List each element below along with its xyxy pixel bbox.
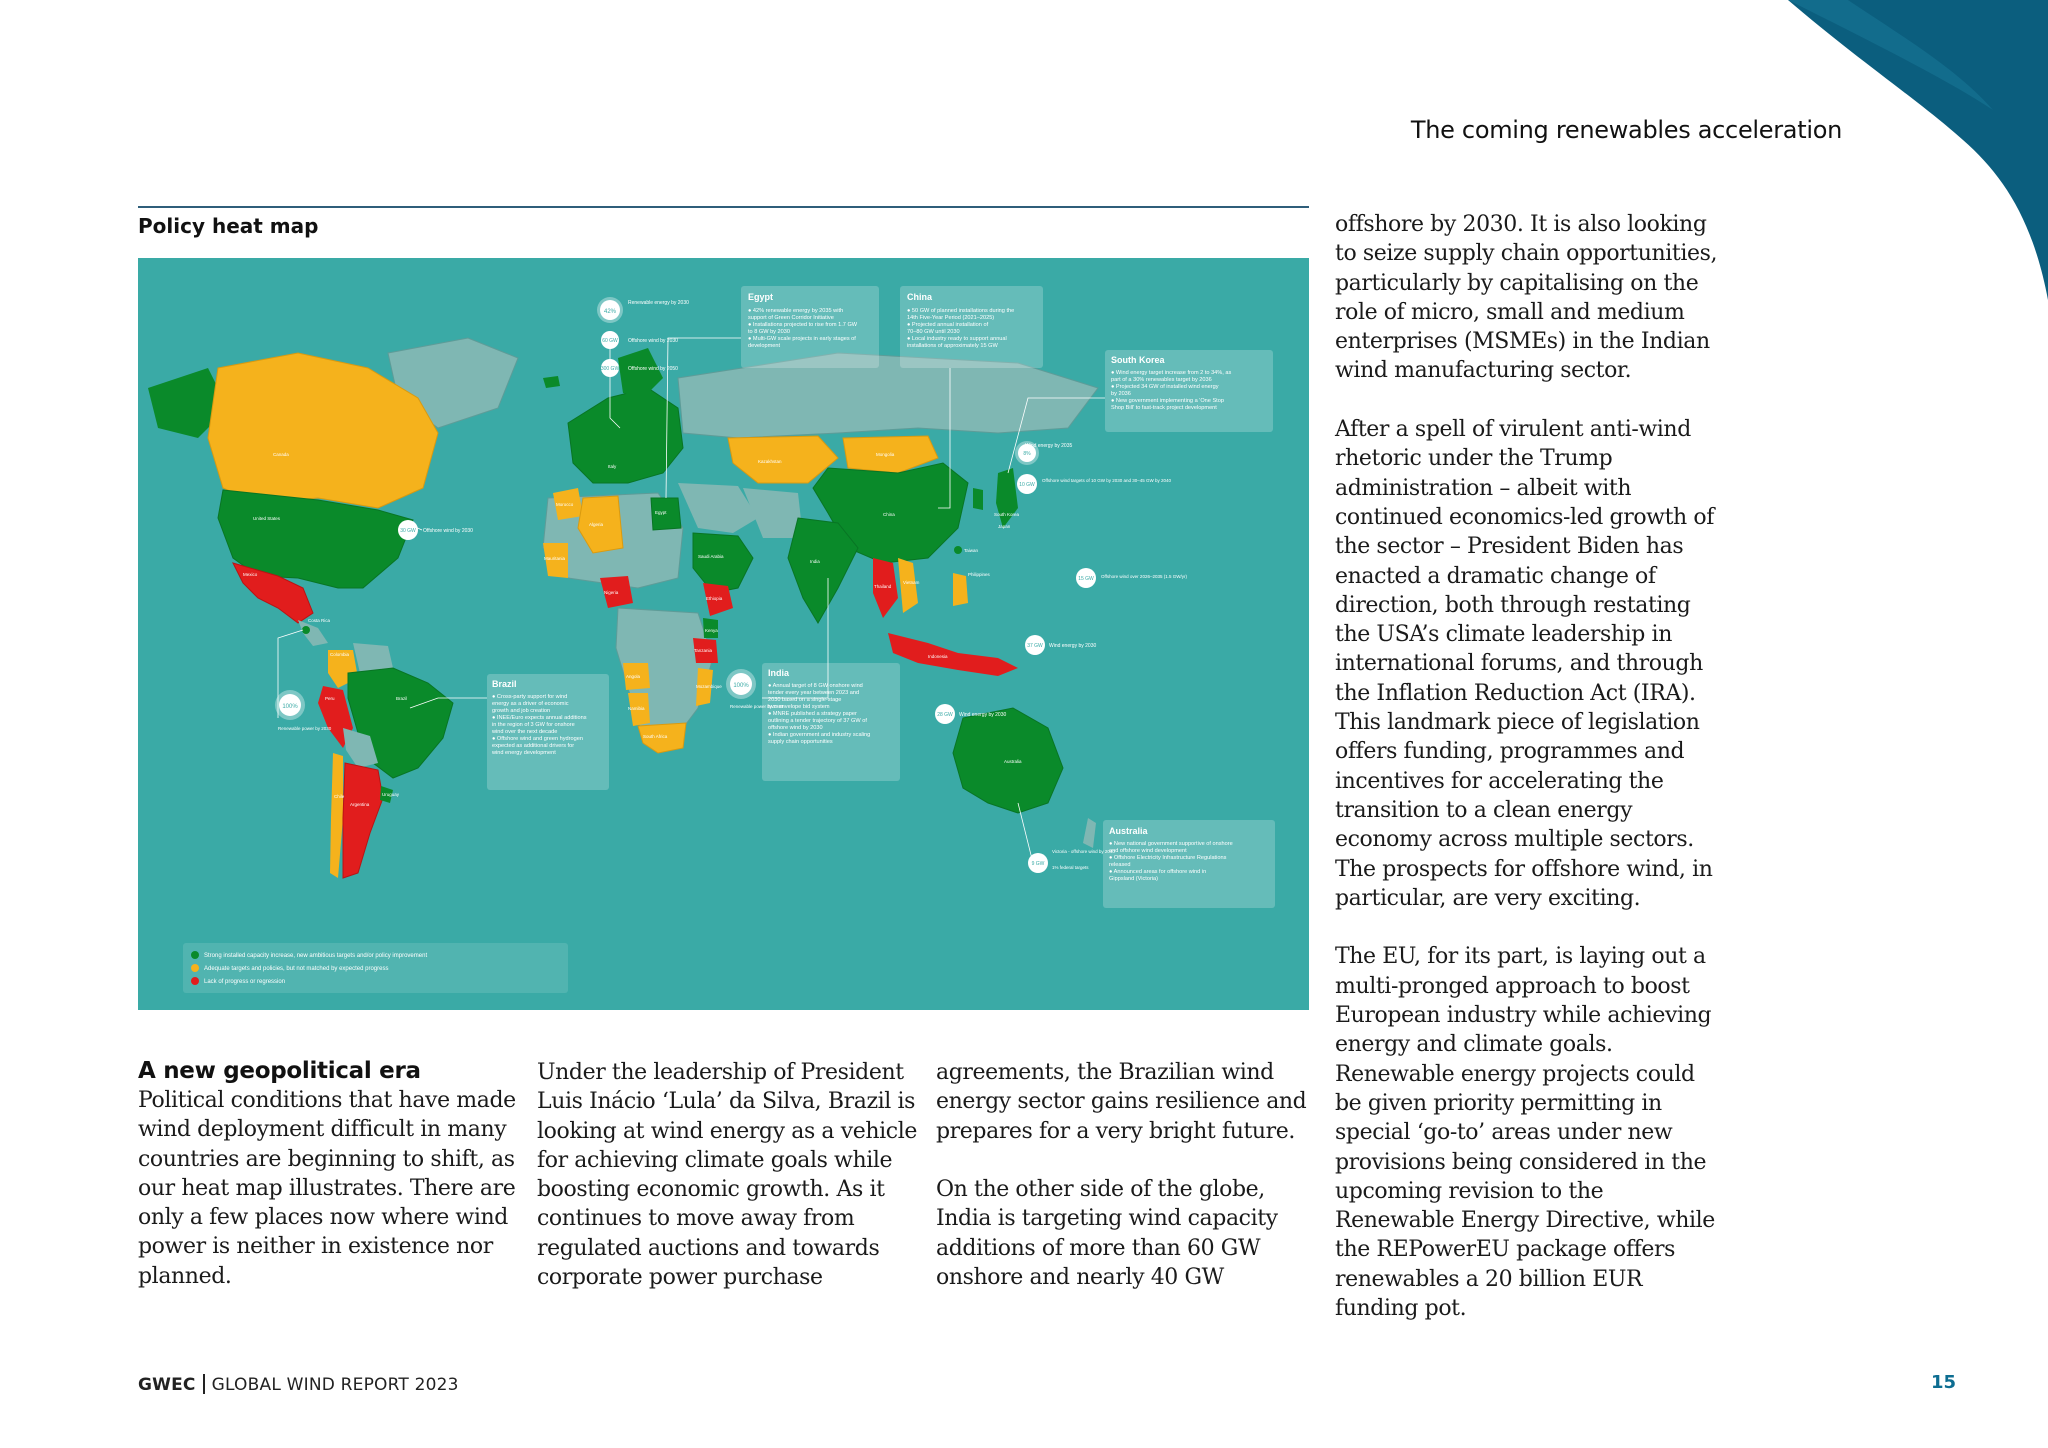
svg-text:9 GW: 9 GW [1031,861,1045,867]
svg-text:Brazil: Brazil [492,679,517,689]
svg-text:two-envelope bid system: two-envelope bid system [768,704,830,710]
label-mongolia: Mongolia [876,452,895,457]
corner-decoration [1788,0,2048,310]
callout-australia [1103,820,1275,908]
footer-brand-name: GWEC [138,1375,196,1395]
section-heading: A new geopolitical era [138,1058,421,1084]
svg-text:in the region of 3 GW for onsh: in the region of 3 GW for onshore [492,722,575,728]
svg-text:1% federal targets: 1% federal targets [1052,865,1089,870]
legend-swatch-amber [191,964,199,972]
svg-text:development: development [748,343,781,349]
svg-text:● Local industry ready to supp: ● Local industry ready to support annual [907,336,1007,342]
svg-text:100%: 100% [733,683,749,689]
svg-text:● Projected 34 GW of installed: ● Projected 34 GW of installed wind energy [1111,384,1219,390]
svg-text:wind energy development: wind energy development [492,750,556,756]
svg-text:Victoria - offshore wind by 20: Victoria - offshore wind by 2040 [1052,849,1115,854]
map-title: Policy heat map [138,214,319,238]
label-mexico: Mexico [243,572,258,577]
svg-text:Renewable power by 2030: Renewable power by 2030 [730,704,784,709]
svg-text:● New government implementing: ● New government implementing a 'One Stop [1111,398,1224,404]
label-vietnam: Vietnam [903,580,920,585]
svg-text:● 50 GW of planned installatio: ● 50 GW of planned installations during the [907,308,1015,314]
svg-text:30 GW: 30 GW [400,528,416,534]
article-column-2 [537,1058,917,1292]
label-indonesia: Indonesia [928,654,948,659]
svg-text:● 42% renewable energy by 2035: ● 42% renewable energy by 2035 with [748,308,844,314]
label-saudi-arabia: Saudi Arabia [698,554,724,559]
svg-text:wind over the next decade: wind over the next decade [492,729,558,735]
svg-text:● New national government supp: ● New national government supportive of onshore [1109,841,1233,847]
map-legend [183,943,568,993]
world-map-svg [138,258,1309,1010]
callout-china [900,286,1043,368]
label-usa: United States [253,516,281,521]
svg-text:and offshore wind development: and offshore wind development [1109,848,1187,854]
svg-text:28 GW: 28 GW [937,712,953,718]
svg-text:● INEE/Euro expects annual add: ● INEE/Euro expects annual additions [492,715,587,721]
svg-text:Offshore wind by 2030: Offshore wind by 2030 [423,528,473,534]
svg-text:Shop Bill' to fast-track proje: Shop Bill' to fast-track project development [1111,405,1217,411]
footer-divider [203,1374,205,1394]
svg-text:Australia: Australia [1109,826,1148,836]
col4-paragraph-3: The EU, for its part, is laying out a multi-pronged approach to boost European industry while achieving energy and climate goals. Renewable energy projects could be given priority permitting in special ‘go-to’ areas under new provisions being considered in the upcoming revision to the Renewable Energy Directive, while the REPowerEU package offers renewables a 20 billion EUR funding pot. [1335,944,1715,1321]
label-angola: Angola [626,674,641,679]
label-kenya: Kenya [705,628,718,633]
svg-text:100%: 100% [282,704,298,710]
svg-text:Renewable power by 2030: Renewable power by 2030 [278,726,332,731]
col3-paragraph-2: On the other side of the globe, India is targeting wind capacity additions of more than 60 GW onshore and nearly 40 GW [936,1177,1278,1291]
svg-text:to 8 GW by 2030: to 8 GW by 2030 [748,329,790,335]
svg-text:outlining a tender trajectory: outlining a tender trajectory of 37 GW of [768,718,867,724]
label-south-africa: South Africa [643,734,668,739]
callout-south-korea [1105,350,1273,432]
svg-text:60 GW: 60 GW [602,338,618,344]
policy-heat-map [138,258,1309,1010]
label-china: China [883,512,895,517]
footer-report-name: GLOBAL WIND REPORT 2023 [211,1375,459,1395]
label-colombia: Colombia [330,652,350,657]
svg-text:● MNRE published a strategy pa: ● MNRE published a strategy paper [768,711,857,717]
svg-text:2030 based on a single-stage: 2030 based on a single-stage [768,697,842,703]
svg-text:Offshore wind by 2050: Offshore wind by 2050 [628,366,678,372]
label-argentina: Argentina [350,802,370,807]
legend-red: Lack of progress or regression [204,979,286,985]
col3-paragraph-1: agreements, the Brazilian wind energy sector gains resilience and prepares for a very bright future. [936,1060,1307,1144]
svg-text:part of a 30% renewables targe: part of a 30% renewables target by 2036 [1111,377,1212,383]
label-uruguay: Uruguay [382,792,400,797]
label-south-korea: South Korea [994,512,1020,517]
svg-text:37 GW: 37 GW [1027,643,1043,649]
callout-egypt [741,286,879,368]
svg-text:installations of approximately: installations of approximately 15 GW [907,343,998,349]
callout-brazil [487,674,609,790]
svg-text:● Cross-party support for wind: ● Cross-party support for wind [492,694,568,700]
svg-text:8%: 8% [1023,451,1031,457]
label-thailand: Thailand [874,584,892,589]
label-chile: Chile [334,794,345,799]
label-mozambique: Mozambique [696,684,722,689]
article-column-3 [936,1058,1316,1292]
svg-text:released: released [1109,862,1131,868]
svg-text:Egypt: Egypt [748,292,774,302]
svg-text:Wind energy by 2035: Wind energy by 2035 [1025,443,1073,449]
svg-text:Gippsland (Victoria): Gippsland (Victoria) [1109,876,1159,882]
legend-swatch-red [191,977,199,985]
svg-text:Offshore wind by 2030: Offshore wind by 2030 [628,338,678,344]
svg-text:● Wind energy target increase: ● Wind energy target increase from 2 to 34%, as [1111,370,1232,376]
label-australia: Australia [1004,759,1022,764]
svg-text:offshore wind by 2030: offshore wind by 2030 [768,725,823,731]
article-column-4 [1335,210,1727,1323]
label-egypt: Egypt [655,510,667,515]
svg-text:● Announced areas for offshore: ● Announced areas for offshore wind in [1109,869,1207,875]
label-morocco: Morocco [556,502,574,507]
svg-text:expected as additional drivers: expected as additional drivers for [492,743,575,749]
svg-text:energy as a driver of economic: energy as a driver of economic [492,701,569,707]
svg-text:● Indian government and indust: ● Indian government and industry scaling [768,732,871,738]
svg-text:supply chain opportunities: supply chain opportunities [768,739,833,745]
legend-swatch-green [191,951,199,959]
page-number: 15 [1930,1372,1956,1393]
label-algeria: Algeria [589,522,604,527]
label-brazil: Brazil [396,696,408,701]
label-namibia: Namibia [628,706,645,711]
label-mauritania: Mauritania [544,556,566,561]
svg-text:● Projected annual installatio: ● Projected annual installation of [907,322,989,328]
svg-text:15 GW: 15 GW [1078,576,1094,582]
running-title: The coming renewables acceleration [1410,116,1842,144]
svg-text:● Offshore Electricity Infrast: ● Offshore Electricity Infrastructure Regulations [1109,855,1227,861]
svg-text:Offshore wind targets of 10 GW: Offshore wind targets of 10 GW by 2030 and 30–45 GW by 2040 [1042,478,1171,483]
label-italy: Italy [608,464,617,469]
col1-paragraph: Political conditions that have made wind deployment difficult in many countries are beginning to shift, as our heat map illustrates. There are only a few places now where wind power is neither in existence nor planned. [138,1088,516,1289]
svg-text:Offshore wind over 2026–2035 (: Offshore wind over 2026–2035 (1.5 GW/yr) [1101,574,1187,579]
svg-text:● Multi-GW scale projects in e: ● Multi-GW scale projects in early stages of [748,336,856,342]
callout-india [762,663,900,781]
label-costa-rica: Costa Rica [308,618,331,623]
svg-text:growth and job creation: growth and job creation [492,708,551,714]
col4-paragraph-1: offshore by 2030. It is also looking to seize supply chain opportunities, particularly by capitalising on the role of micro, small and medium enterprises (MSMEs) in the Indian wind manufacturing sector. [1335,212,1718,384]
svg-text:Wind energy by 2030: Wind energy by 2030 [959,712,1007,718]
svg-text:by 2036: by 2036 [1111,391,1131,397]
svg-text:300 GW: 300 GW [600,366,620,372]
svg-text:10 GW: 10 GW [1019,482,1035,488]
svg-text:Wind energy by 2030: Wind energy by 2030 [1049,643,1097,649]
label-india: India [810,559,820,564]
label-nigeria: Nigeria [604,590,619,595]
svg-text:14th Five-Year Period (2021–20: 14th Five-Year Period (2021–2025) [907,315,995,321]
footer-brand [138,1374,459,1395]
svg-text:South Korea: South Korea [1111,355,1165,365]
svg-text:70–80 GW until 2030: 70–80 GW until 2030 [907,329,960,335]
svg-text:42%: 42% [603,309,617,315]
label-tanzania: Tanzania [694,648,713,653]
label-peru: Peru [325,696,335,701]
svg-text:Renewable energy by 2030: Renewable energy by 2030 [628,300,689,306]
svg-text:● Installations projected to r: ● Installations projected to rise from 1.7 GW [748,322,858,328]
label-kazakhstan: Kazakhstan [758,459,782,464]
svg-text:India: India [768,668,790,678]
legend-amber: Adequate targets and policies, but not matched by expected progress [204,966,389,972]
label-canada: Canada [273,452,289,457]
svg-text:● Offshore wind and green hydr: ● Offshore wind and green hydrogen [492,736,583,742]
svg-text:● Annual target of 8 GW onshor: ● Annual target of 8 GW onshore wind [768,683,863,689]
col2-paragraph: Under the leadership of President Luis Inácio ‘Lula’ da Silva, Brazil is looking at wind energy as a vehicle for achieving climate goals while boosting economic growth. As it continues to move away from regulated auctions and towards corporate power purchase [537,1060,917,1291]
label-philippines: Philippines [968,572,990,577]
article-column-1 [138,1056,518,1291]
svg-text:tender every year between 2023: tender every year between 2023 and [768,690,860,696]
svg-text:support of Green Corridor Init: support of Green Corridor Initiative [748,315,834,321]
section-rule [138,206,1309,208]
label-ethiopia: Ethiopia [706,596,723,601]
col4-paragraph-2: After a spell of virulent anti-wind rhetoric under the Trump administration – albeit with continued economics-led growth of the sector – President Biden has enacted a dramatic change of direction, both through restating the USA’s climate leadership in international forums, and through the Inflation Reduction Act (IRA). This landmark piece of legislation offers funding, programmes and incentives for accelerating the transition to a clean energy economy across multiple sectors. The prospects for offshore wind, in particular, are very exciting. [1335,417,1714,911]
label-taiwan: Taiwan [964,548,979,553]
label-japan: Japan [998,524,1011,529]
legend-green: Strong installed capacity increase, new ambitious targets and/or policy improvement [204,953,428,959]
svg-text:China: China [907,292,933,302]
